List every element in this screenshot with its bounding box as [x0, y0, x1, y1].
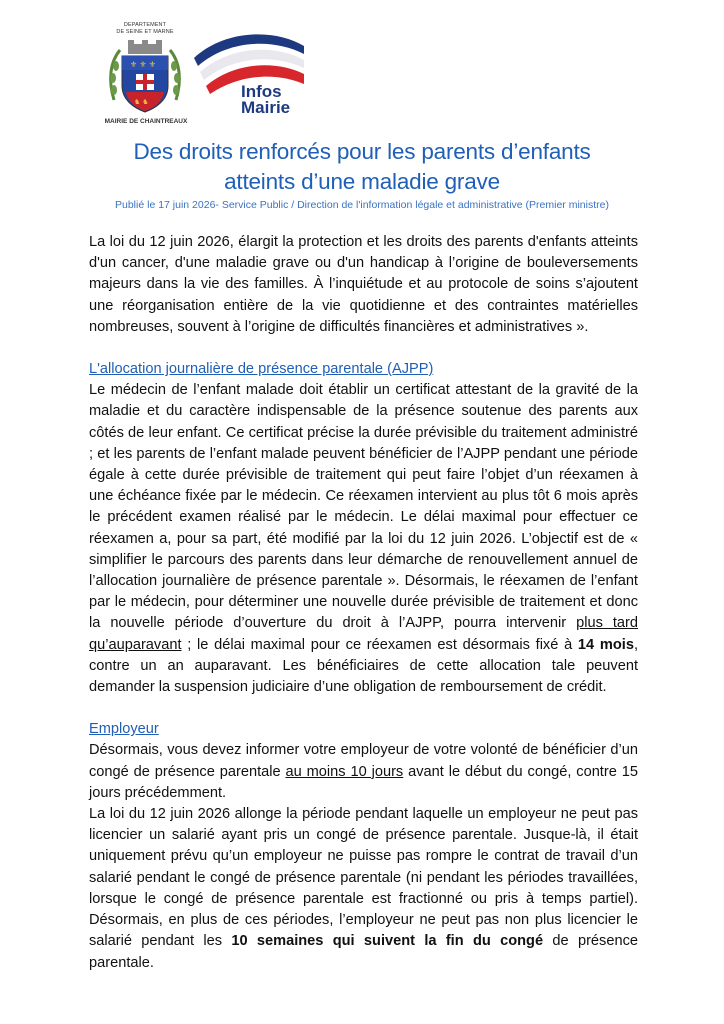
logo-line1: Infos — [241, 82, 282, 101]
ajpp-underlined: plus tard qu’auparavant — [89, 615, 638, 653]
ajpp-bold: 14 mois — [577, 636, 634, 653]
crest-top-line1: DEPARTEMENT — [123, 22, 167, 28]
crest-mairie-label: MAIRIE DE CHAINTREAUX — [104, 118, 188, 125]
employeur-p1-b: avant le début du congé, contre 15 jours précédemment. — [89, 763, 638, 801]
section-ajpp — [89, 359, 638, 698]
publication-info: Publié le 17 juin 2026- Service Public / Direction de l'information légale et administrative (Premier ministre) — [115, 199, 609, 211]
infos-mairie-wordmark — [241, 84, 290, 116]
employeur-p2-a: La loi du 12 juin 2026 allonge la période pendant laquelle un employeur ne peut pas licencier un salarié ayant pris un congé de présence parentale. Jusque-là, il était uniquement prévu qu’un employeur ne puisse pas rompre le contrat de travail d’un salarié pendant le congé de présence parentale (ni pendant les périodes travaillées, lorsque le congé de présence parentale est fractionné ou pris à temps partiel). Désormais, en plus de ces périodes, l’employeur ne peut pas non plus licencier le salarié pendant les — [89, 806, 638, 950]
ajpp-text-b: ; le délai maximal pour ce réexamen est désormais fixé à — [181, 636, 578, 653]
employeur-p1-a: Désormais, vous devez informer votre employeur de votre volonté de bénéficier d’un congé de présence parentale — [89, 742, 638, 780]
title-line1: Des droits renforcés pour les parents d’enfants — [133, 139, 591, 164]
ajpp-text-c: , contre un an auparavant. Les bénéficiaires de cette allocation tale peuvent demander la suspension judiciaire d’une obligation de remboursement de crédit. — [89, 636, 639, 696]
crest-top-line2: DE SEINE ET MARNE — [116, 29, 174, 35]
crest-department-label — [104, 22, 186, 36]
employeur-p2-bold: 10 semaines qui suivent la fin du congé — [231, 933, 544, 950]
title-line2: atteints d’une maladie grave — [224, 169, 500, 194]
article-title — [40, 137, 684, 197]
svg-text:⚜ ⚜ ⚜: ⚜ ⚜ ⚜ — [130, 60, 156, 69]
municipal-crest-icon — [106, 40, 184, 114]
section-employeur — [89, 719, 638, 973]
logo-line2: Mairie — [241, 98, 291, 117]
section-heading-employeur: Employeur — [89, 721, 159, 738]
ajpp-text-a: Le médecin de l’enfant malade doit établir un certificat attestant de la gravité de la maladie et du caractère indispensable de la présence soutenue des parents aux côtés de leur enfant. Ce certificat précise la durée prévisible du traitement administré ; et les parents de l’enfant malade peuvent bénéficier de l’AJPP pendant une période égale à cette durée prévisible de traitement qui peut faire l’objet d’un réexamen à une échéance fixée par le médecin. Ce réexamen intervient au plus tôt 6 mois après le précédent examen réalisé par le médecin. Le délai maximal pour effectuer ce réexamen a, pour sa part, été modifié par la loi du 12 juin 2026. L’objectif est de « simplifier le parcours des parents dans leur démarche de renouvellement annuel de l’allocation journalière de présence parentale ». Désormais, le réexamen de l’enfant par le médecin, pour déterminer une nouvelle durée prévisible de traitement et donc la nouvelle période d’ouverture du droit à l’AJPP, pourra intervenir — [89, 382, 638, 632]
section-heading-ajpp: L'allocation journalière de présence parentale (AJPP) — [89, 361, 434, 378]
intro-paragraph: La loi du 12 juin 2026, élargit la protection et les droits des parents d'enfants atteints d'un cancer, d'une maladie grave ou d'un handicap à l’origine de bouleversements majeurs dans la vie des familles. À l’inquiétude et au protocole de soins s’ajoutent une réorganisation entière de la vie quotidienne et des contraintes matérielles nombreuses, souvent à l’origine de difficultés financières et administratives ». — [89, 234, 638, 335]
employeur-p2-b: de présence parentale. — [89, 933, 638, 971]
employeur-p1-underlined: au moins 10 jours — [285, 763, 404, 780]
svg-text:♞ ♞: ♞ ♞ — [134, 99, 149, 106]
article-body — [89, 232, 638, 974]
letterhead — [104, 22, 304, 134]
